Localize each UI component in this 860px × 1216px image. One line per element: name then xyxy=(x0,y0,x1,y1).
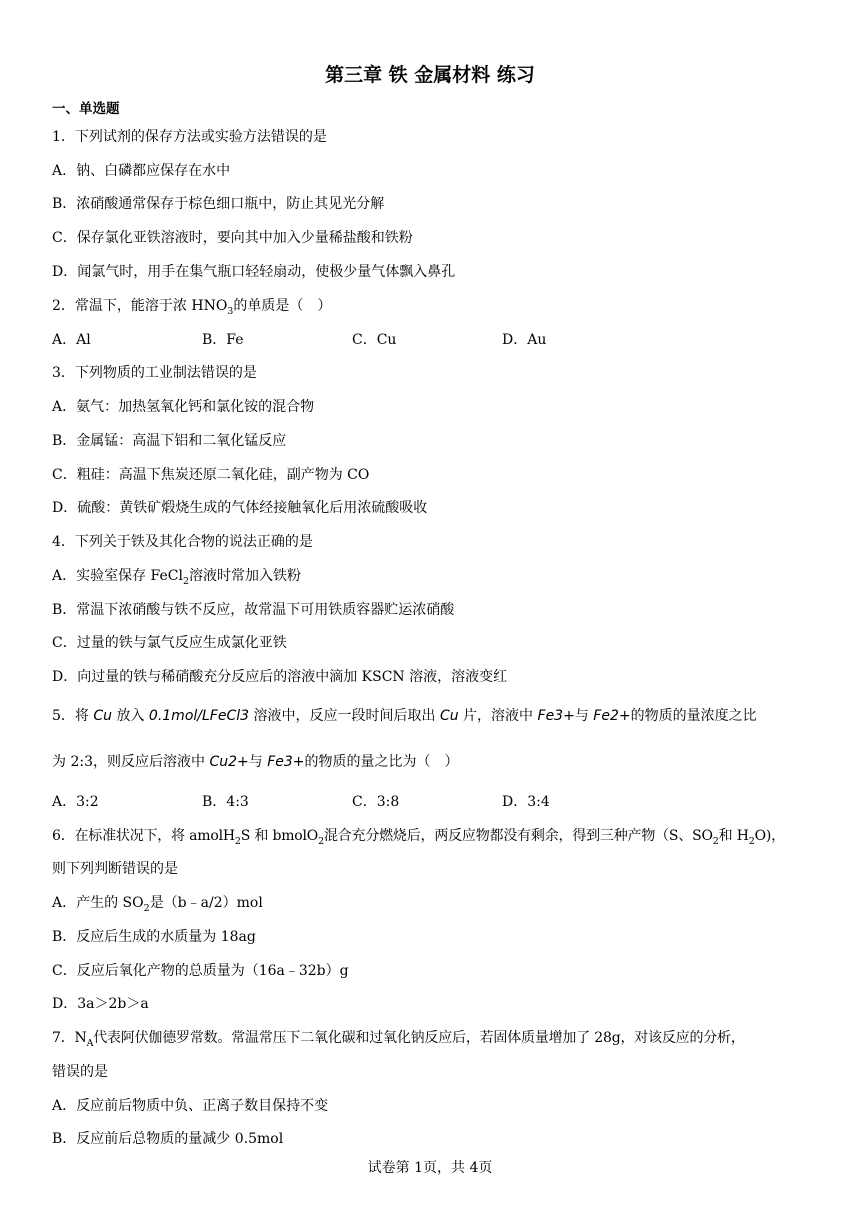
q7-text: 7．N xyxy=(52,1030,87,1046)
q5-text: 的物质的量浓度之比 xyxy=(630,708,757,724)
q6-option-d: D．3a＞2b＞a xyxy=(52,996,149,1012)
q7-subscript: A xyxy=(86,1037,94,1049)
q7-stem-line1 xyxy=(52,1029,745,1047)
q5-text: 溶液中，反应一段时间后取出 xyxy=(249,708,440,724)
q2-stem-text-end: 的单质是（ ） xyxy=(233,298,332,314)
q6-stem-line1 xyxy=(52,827,785,845)
q4-option-c: C．过量的铁与氯气反应生成氯化亚铁 xyxy=(52,635,287,651)
q5-text: 片，溶液中 xyxy=(458,708,538,724)
q6-text: S 和 bmolO xyxy=(240,828,319,844)
q5-option-c: C．3:8 xyxy=(352,794,400,810)
q3-option-a: A．氨气：加热氢氧化钙和氯化铵的混合物 xyxy=(52,399,315,415)
q3-option-c: C．粗硅：高温下焦炭还原二氧化硅，副产物为 CO xyxy=(52,467,370,483)
q1-option-c: C．保存氯化亚铁溶液时，要向其中加入少量稀盐酸和铁粉 xyxy=(52,230,413,246)
q1-option-b: B．浓硝酸通常保存于棕色细口瓶中，防止其见光分解 xyxy=(52,196,385,212)
q6-stem-line2: 则下列判断错误的是 xyxy=(52,861,178,877)
q5-option-d: D．3:4 xyxy=(502,794,550,810)
q5-text: 与 xyxy=(574,708,594,724)
q5-formula-cu: Cu xyxy=(93,708,113,724)
q6-subscript: 2 xyxy=(712,835,719,847)
q4-option-a xyxy=(52,567,301,585)
q2-stem xyxy=(52,297,331,315)
q3-option-d: D．硫酸：黄铁矿煅烧生成的气体经接触氧化后用浓硫酸吸收 xyxy=(52,500,428,516)
q7-text: 代表阿伏伽德罗常数。常温常压下二氧化碳和过氧化钠反应后，若固体质量增加了 28g，对该反应的分析， xyxy=(93,1030,745,1046)
q5-text: 与 xyxy=(248,754,268,770)
q4-option-d: D．向过量的铁与稀硝酸充分反应后的溶液中滴加 KSCN 溶液，溶液变红 xyxy=(52,669,508,685)
q3-stem: 3．下列物质的工业制法错误的是 xyxy=(52,365,257,381)
q6-subscript: 2 xyxy=(318,835,324,847)
q5-option-b: B．4:3 xyxy=(202,794,249,810)
q6-subscript: 2 xyxy=(234,835,241,847)
q5-text: 放入 xyxy=(112,708,149,724)
q5-text: 5．将 xyxy=(52,708,94,724)
q3-option-b: B．金属锰：高温下铝和二氧化锰反应 xyxy=(52,433,287,449)
page-title: 第三章 铁 金属材料 练习 xyxy=(325,64,535,86)
q4-option-a-text: A．实验室保存 FeCl xyxy=(52,568,183,584)
q2-option-b: B．Fe xyxy=(202,332,244,348)
q7-option-b: B．反应前后总物质的量减少 0.5mol xyxy=(52,1131,284,1147)
section-heading: 一、单选题 xyxy=(52,101,120,117)
q5-formula-concentration: 0.1mol/LFeCl3 xyxy=(148,708,250,724)
q7-stem-line2: 错误的是 xyxy=(52,1064,108,1080)
q4-option-a-text-end: 溶液时常加入铁粉 xyxy=(189,568,302,584)
q2-option-d: D．Au xyxy=(502,332,547,348)
q4-stem: 4．下列关于铁及其化合物的说法正确的是 xyxy=(52,534,313,550)
q5-formula-fe3: Fe3+ xyxy=(267,754,305,770)
q5-formula-fe3: Fe3+ xyxy=(537,708,575,724)
page-footer: 试卷第 1页，共 4页 xyxy=(367,1160,493,1176)
q6-text: 6．在标准状况下，将 amolH xyxy=(52,828,235,844)
q6-option-a xyxy=(52,894,263,912)
q4-option-b: B．常温下浓硝酸与铁不反应，故常温下可用铁质容器贮运浓硝酸 xyxy=(52,602,455,618)
q2-subscript: 3 xyxy=(227,305,234,317)
q2-option-a: A．Al xyxy=(52,332,91,348)
q1-option-a: A．钠、白磷都应保存在水中 xyxy=(52,163,231,179)
q2-option-c: C．Cu xyxy=(352,332,397,348)
q1-stem: 1．下列试剂的保存方法或实验方法错误的是 xyxy=(52,129,327,145)
q5-text: 的物质的量之比为（ ） xyxy=(304,754,459,770)
q6-subscript: 2 xyxy=(143,902,150,914)
q6-subscript: 2 xyxy=(748,835,755,847)
q2-stem-text: 2．常温下，能溶于浓 HNO xyxy=(52,298,228,314)
q6-text: 和 H xyxy=(718,828,749,844)
q6-option-a-text-end: 是（b﹣a/2）mol xyxy=(149,895,263,911)
q7-option-a: A．反应前后物质中负、正离子数目保持不变 xyxy=(52,1098,329,1114)
q5-formula-fe2: Fe2+ xyxy=(593,708,631,724)
q5-text: 为 2:3，则反应后溶液中 xyxy=(52,754,210,770)
q6-option-c: C．反应后氧化产物的总质量为（16a﹣32b）g xyxy=(52,963,349,979)
q5-formula-cu2: Cu2+ xyxy=(209,754,249,770)
q6-option-b: B．反应后生成的水质量为 18ag xyxy=(52,929,256,945)
q6-option-a-text: A．产生的 SO xyxy=(52,895,144,911)
q4-subscript: 2 xyxy=(182,575,190,587)
q6-text: 混合充分燃烧后，两反应物都没有剩余，得到三种产物（S、SO xyxy=(323,828,713,844)
q5-stem-line1 xyxy=(52,707,757,725)
q5-formula-cu: Cu xyxy=(439,708,459,724)
q5-option-a: A．3:2 xyxy=(52,794,99,810)
q5-stem-line2 xyxy=(52,753,459,771)
q6-text: O)， xyxy=(754,828,785,844)
q1-option-d: D．闻氯气时，用手在集气瓶口轻轻扇动，使极少量气体飘入鼻孔 xyxy=(52,264,456,280)
